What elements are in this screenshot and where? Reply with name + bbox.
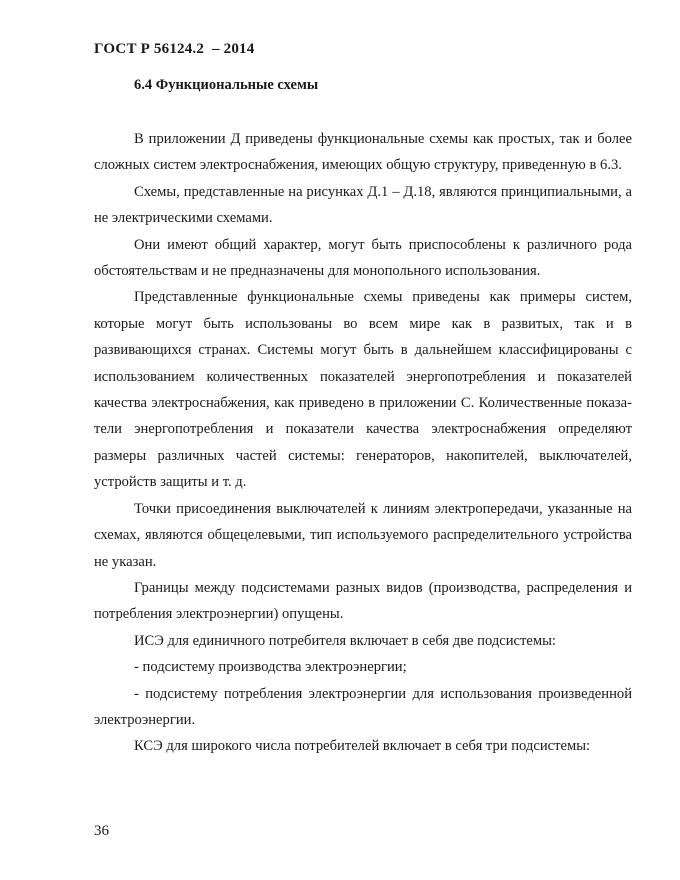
paragraph: - подсистему производства электроэнергии; xyxy=(134,659,407,676)
page-number: 36 xyxy=(94,823,109,839)
paragraph: Они имеют общий характер, могут быть приспособлены к различного рода обстоятельствам и не предназначены для монопольного использования. xyxy=(94,236,632,280)
paragraph: Точки присоединения выключателей к линиям электропередачи, указанные на схемах, являются общецелевыми, тип используемого распределительного устройства не указан. xyxy=(94,500,632,570)
document-header: ГОСТ Р 56124.2 – 2014 xyxy=(94,41,255,57)
paragraph: - подсистему потребления электроэнергии для использования произведенной электроэнергии. xyxy=(94,685,632,728)
paragraph: ИСЭ для единичного потребителя включает в себя две подсистемы: xyxy=(134,632,556,649)
section-title: 6.4 Функциональные схемы xyxy=(134,77,319,93)
paragraph: Представленные функциональные схемы приведены как примеры систем, которые могут быть использованы во всем мире как в развитых, так и в развивающихся странах. Системы могут быть в дальнейшем классифицированы с использованием количественных показателей энергопотребления и показателей качества электроснабжения, как приведено в приложении С. Количественные показа-тели энергопотребления и показатели качества электроснабжения определяют размеры различных частей системы: генераторов, накопителей, выключателей, устройств защиты и т. д. xyxy=(94,289,632,491)
body-text xyxy=(94,126,632,760)
paragraph: В приложении Д приведены функциональные схемы как простых, так и более сложных систем электроснабжения, имеющих общую структуру, приведенную в 6.3. xyxy=(94,131,632,174)
paragraph: КСЭ для широкого числа потребителей включает в себя три подсистемы: xyxy=(134,738,591,755)
paragraph: Схемы, представленные на рисунках Д.1 – Д.18, являются принципиальными, а не электрическими схемами. xyxy=(94,183,632,227)
paragraph: Границы между подсистемами разных видов (производства, распределения и потребления электроэнергии) опущены. xyxy=(94,579,632,623)
